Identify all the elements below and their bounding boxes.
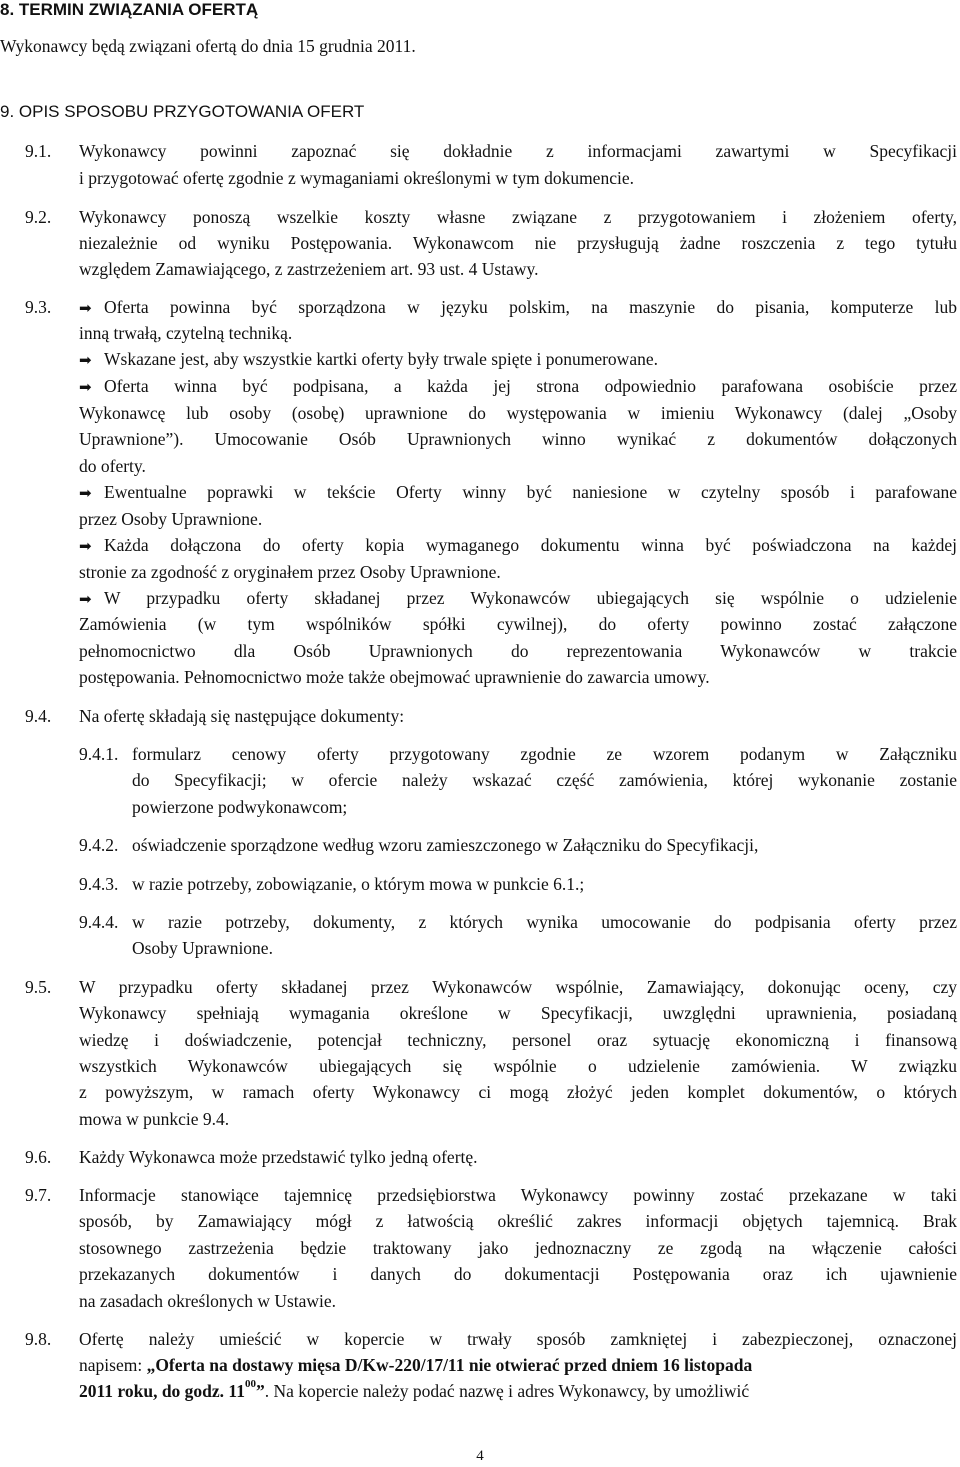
p93-bullet-1-line-1: Oferta powinna być sporządzona w języku polskim, na maszynie do pisania, komputerze lub [104, 297, 957, 317]
p941-number: 9.4.1. [79, 744, 119, 764]
arrow-right-icon: ➡ [79, 537, 92, 555]
arrow-right-icon: ➡ [79, 484, 92, 502]
p98-line-3-rest: . Na kopercie należy podać nazwę i adres Wykonawcy, by umożliwić [264, 1381, 750, 1401]
p92-line-1: Wykonawcy ponoszą wszelkie koszty własne związane z przygotowaniem i złożeniem oferty, [79, 207, 957, 227]
p93-bullet-1-line-2: inną trwałą, czytelną techniką. [79, 323, 293, 343]
p93-number: 9.3. [25, 297, 52, 317]
p93-bullet-3-line-2: Wykonawcę lub osoby (osobę) uprawnione do występowania w imieniu Wykonawcy (dalej „Osoby [79, 403, 957, 423]
envelope-label-date: 2011 roku, do godz. 11 [79, 1381, 245, 1401]
p93-bullet-5-line-2: stronie za zgodność z oryginałem przez Osoby Uprawnione. [79, 562, 501, 582]
p93-bullet-6-line-4: postępowania. Pełnomocnictwo może także obejmować uprawnienie do zawarcia umowy. [79, 667, 710, 687]
p93-bullet-5-line-1: Każda dołączona do oferty kopia wymaganego dokumentu winna być poświadczona na każdej [104, 535, 957, 555]
p93-bullet-3-line-3: Uprawnione”). Umocowanie Osób Uprawnionych winno wynikać z dokumentów dołączonych [79, 429, 957, 449]
p91-line-1: Wykonawcy powinni zapoznać się dokładnie z informacjami zawartymi w Specyfikacji [79, 141, 957, 161]
p944-line-1: w razie potrzeby, dokumenty, z których wynika umocowanie do podpisania oferty przez [132, 912, 957, 932]
page-number: 4 [476, 1448, 484, 1464]
p95-line-3: wiedzę i doświadczenie, potencjał techniczny, personel oraz sytuację ekonomiczną i finansową [79, 1030, 957, 1050]
p91-number: 9.1. [25, 141, 52, 161]
p98-number: 9.8. [25, 1329, 52, 1349]
p944-line-2: Osoby Uprawnione. [132, 938, 273, 958]
p93-bullet-3-line-4: do oferty. [79, 456, 146, 476]
p95-number: 9.5. [25, 977, 52, 997]
p98-line-2 [79, 1355, 752, 1376]
p92-line-2: niezależnie od wyniku Postępowania. Wykonawcom nie przysługują żadne roszczenia z tego tytułu [79, 233, 957, 253]
p942-line-1: oświadczenie sporządzone według wzoru zamieszczonego w Załączniku do Specyfikacji, [132, 835, 759, 855]
p97-number: 9.7. [25, 1185, 52, 1205]
p943-line-1: w razie potrzeby, zobowiązanie, o którym mowa w punkcie 6.1.; [132, 874, 585, 894]
p95-line-1: W przypadku oferty składanej przez Wykonawców wspólnie, Zamawiający, dokonując oceny, czy [79, 977, 957, 997]
p93-bullet-3-line-1: Oferta winna być podpisana, a każda jej strona odpowiednio parafowana osobiście przez [104, 376, 957, 396]
p942-number: 9.4.2. [79, 835, 119, 855]
p93-bullet-6-line-3: pełnomocnictwo dla Osób Uprawnionych do reprezentowania Wykonawców w trakcie [79, 641, 957, 661]
p96-line-1: Każdy Wykonawca może przedstawić tylko jedną ofertę. [79, 1147, 478, 1167]
p95-line-4: wszystkich Wykonawców ubiegających się wspólnie o udzielenie zamówienia. W związku [79, 1056, 957, 1076]
p941-line-2: do Specyfikacji; w ofercie należy wskazać część zamówienia, której wykonanie zostanie [132, 770, 957, 790]
p941-line-1: formularz cenowy oferty przygotowany zgodnie ze wzorem podanym w Załączniku [132, 744, 957, 764]
p93-bullet-4-line-2: przez Osoby Uprawnione. [79, 509, 263, 529]
p96-number: 9.6. [25, 1147, 52, 1167]
arrow-right-icon: ➡ [79, 378, 92, 396]
p95-line-2: Wykonawcy spełniają wymagania określone w Specyfikacji, uwzględni uprawnienia, posiadaną [79, 1003, 957, 1023]
arrow-right-icon: ➡ [79, 299, 92, 317]
arrow-right-icon: ➡ [79, 351, 92, 369]
p98-line-2-prefix: napisem: [79, 1355, 147, 1375]
section-8-heading: 8. TERMIN ZWIĄZANIA OFERTĄ [0, 0, 259, 19]
p93-bullet-6-line-2: Zamówienia (w tym wspólników spółki cywilnej), do oferty powinno zostać załączone [79, 614, 957, 634]
section-9-heading: 9. OPIS SPOSOBU PRZYGOTOWANIA OFERT [0, 102, 365, 121]
p943-number: 9.4.3. [79, 874, 119, 894]
p941-line-3: powierzone podwykonawcom; [132, 797, 348, 817]
envelope-label-close-quote: ” [255, 1381, 265, 1401]
p93-bullet-2-line-1: Wskazane jest, aby wszystkie kartki oferty były trwale spięte i ponumerowane. [104, 349, 658, 369]
p94-text: Na ofertę składają się następujące dokumenty: [79, 706, 405, 726]
envelope-label-minutes: 00 [244, 1378, 256, 1390]
arrow-right-icon: ➡ [79, 590, 92, 608]
p97-line-2: sposób, by Zamawiający mógł z łatwością określić zakres informacji objętych tajemnicą. Brak [79, 1211, 957, 1231]
p97-line-5: na zasadach określonych w Ustawie. [79, 1291, 337, 1311]
section-8-text: Wykonawcy będą związani ofertą do dnia 15 grudnia 2011. [0, 36, 416, 56]
p98-line-1: Ofertę należy umieścić w kopercie w trwały sposób zamkniętej i zabezpieczonej, oznaczonej [79, 1329, 957, 1349]
p94-number: 9.4. [25, 706, 52, 726]
p97-line-4: przekazanych dokumentów i danych do dokumentacji Postępowania oraz ich ujawnienie [79, 1264, 957, 1284]
p93-bullet-4-line-1: Ewentualne poprawki w tekście Oferty winny być naniesione w czytelny sposób i parafowane [104, 482, 957, 502]
envelope-label-text: „Oferta na dostawy mięsa D/Kw-220/17/11 nie otwierać przed dniem 16 listopada [146, 1355, 753, 1375]
p95-line-5: z powyższym, w ramach oferty Wykonawcy ci mogą złożyć jeden komplet dokumentów, o których [79, 1082, 957, 1102]
p95-line-6: mowa w punkcie 9.4. [79, 1109, 230, 1129]
p92-line-3: względem Zamawiającego, z zastrzeżeniem art. 93 ust. 4 Ustawy. [79, 259, 539, 279]
p92-number: 9.2. [25, 207, 52, 227]
p97-line-1: Informacje stanowiące tajemnicę przedsiębiorstwa Wykonawcy powinny zostać przekazane w taki [79, 1185, 957, 1205]
p91-line-2: i przygotować ofertę zgodnie z wymaganiami określonymi w tym dokumencie. [79, 168, 634, 188]
p944-number: 9.4.4. [79, 912, 119, 932]
p97-line-3: stosownego zastrzeżenia będzie traktowany jako jednoznaczny ze zgodą na włączenie całości [79, 1238, 957, 1258]
p93-bullet-6-line-1: W przypadku oferty składanej przez Wykonawców ubiegających się wspólnie o udzielenie [104, 588, 957, 608]
p98-line-3 [79, 1378, 750, 1402]
